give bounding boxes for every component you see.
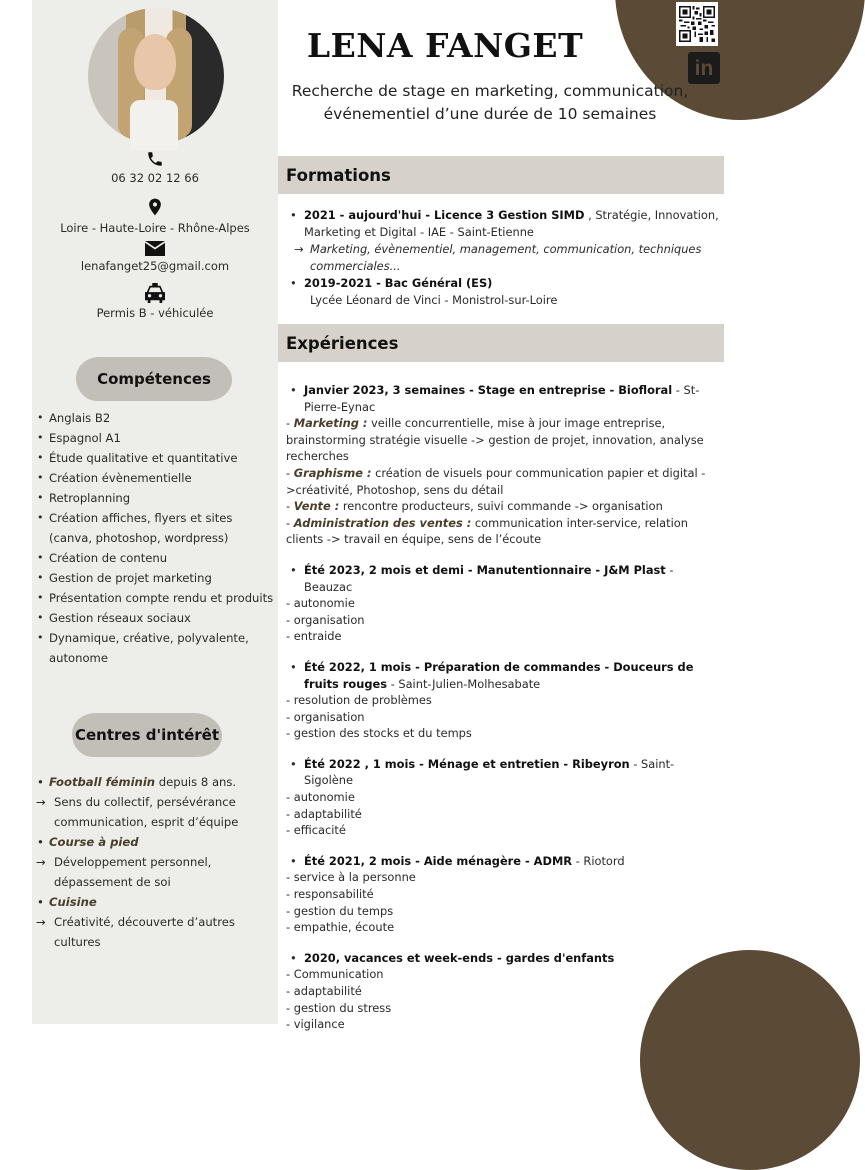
skill-item: • Création évènementielle <box>32 468 278 488</box>
skill-item: • Présentation compte rendu et produits <box>32 588 278 608</box>
job-detail: - Communication <box>286 967 384 982</box>
qr-code[interactable] <box>676 2 718 46</box>
job-detail: - organisation <box>286 612 365 627</box>
formation-item: • 2019-2021 - Bac Général (ES) <box>286 275 722 292</box>
job-detail: - autonomie <box>286 790 355 805</box>
phone-icon <box>146 150 164 168</box>
job-title: • Été 2023, 2 mois et demi - Manutentionnaire - J&M Plast - Beauzac <box>286 562 722 595</box>
skill-item: • Dynamique, créative, polyvalente, autonome <box>32 628 278 668</box>
skill-item: • Gestion réseaux sociaux <box>32 608 278 628</box>
job-entry <box>286 659 722 742</box>
contact-phone <box>32 150 278 185</box>
license-text: Permis B - véhiculée <box>96 306 214 320</box>
job-detail: - Graphisme : création de visuels pour communication papier et digital ->créativité, Photoshop, sens du détail <box>286 465 706 497</box>
job-objective: Recherche de stage en marketing, communication, événementiel d’une durée de 10 semaines <box>291 82 689 123</box>
formation-detail: Lycée Léonard de Vinci - Monistrol-sur-Loire <box>310 293 558 307</box>
job-detail: - autonomie <box>286 596 355 611</box>
job-detail: - gestion du stress <box>286 1000 392 1015</box>
interest-item: • Football féminin depuis 8 ans. <box>32 772 278 792</box>
sidebar <box>32 0 278 1024</box>
job-detail: - gestion du temps <box>286 903 394 918</box>
job-detail: - Vente : rencontre producteurs, suivi commande -> organisation <box>286 499 663 514</box>
job-title: • 2020, vacances et week-ends - gardes d'enfants <box>286 950 722 967</box>
job-detail: - vigilance <box>286 1017 345 1032</box>
job-detail: - gestion des stocks et du temps <box>286 726 472 741</box>
job-entry <box>286 853 722 936</box>
interest-item: • Course à pied <box>32 832 278 852</box>
job-detail: - Administration des ventes : communication inter-service, relation clients -> travail en équipe, sens de l’écoute <box>286 515 688 547</box>
linkedin-icon[interactable]: in <box>688 52 720 84</box>
job-detail: - adaptabilité <box>286 806 362 821</box>
formation-item: • 2021 - aujourd'hui - Licence 3 Gestion SIMD , Stratégie, Innovation, Marketing et Digital - IAE - Saint-Etienne <box>286 207 722 241</box>
formations-heading: Formations <box>278 156 724 194</box>
envelope-icon <box>145 241 165 256</box>
job-title: • Janvier 2023, 3 semaines - Stage en entreprise - Biofloral - St-Pierre-Eynac <box>286 382 722 415</box>
job-entry <box>286 756 722 839</box>
job-entry <box>286 562 722 645</box>
email-link[interactable]: lenafanget25@gmail.com <box>80 259 230 273</box>
job-detail: - entraide <box>286 629 342 644</box>
job-detail: - efficacité <box>286 823 346 838</box>
phone-number: 06 32 02 12 66 <box>111 171 199 185</box>
interest-detail: → Créativité, découverte d’autres cultures <box>32 912 278 952</box>
job-entry <box>286 382 722 548</box>
job-detail: - Marketing : veille concurrentielle, mise à jour image entreprise, brainstorming stratégie visuelle -> gestion de projet, innovation, analyse recherches <box>286 416 704 464</box>
car-icon <box>144 283 166 303</box>
formations-list <box>286 207 722 309</box>
job-detail: - resolution de problèmes <box>286 693 432 708</box>
interest-item: • Cuisine <box>32 892 278 912</box>
job-title: • Été 2022 , 1 mois - Ménage et entretien - Ribeyron - Saint-Sigolène <box>286 756 722 789</box>
interest-detail: → Développement personnel, dépassement de soi <box>32 852 278 892</box>
skill-item: • Création de contenu <box>32 548 278 568</box>
location-text: Loire - Haute-Loire - Rhône-Alpes <box>60 221 250 235</box>
location-pin-icon <box>145 196 165 218</box>
skill-item: • Étude qualitative et quantitative <box>32 448 278 468</box>
skill-item: • Anglais B2 <box>32 408 278 428</box>
job-detail: - empathie, écoute <box>286 920 395 935</box>
formation-detail: → Marketing, évènementiel, management, communication, techniques commerciales... <box>286 241 722 275</box>
experiences-list <box>286 382 722 1047</box>
job-detail: - adaptabilité <box>286 984 362 998</box>
skill-item: • Création affiches, flyers et sites (canva, photoshop, wordpress) <box>32 508 278 548</box>
skill-item: • Gestion de projet marketing <box>32 568 278 588</box>
skill-item: • Espagnol A1 <box>32 428 278 448</box>
job-detail: - responsabilité <box>286 887 374 902</box>
job-detail: - organisation <box>286 709 365 724</box>
qr-code-icon <box>679 5 715 43</box>
candidate-name: LENA FANGET <box>306 26 584 65</box>
contact-email <box>32 241 278 273</box>
profile-photo <box>88 8 224 144</box>
job-detail: - service à la personne <box>286 870 416 885</box>
experiences-heading: Expériences <box>278 324 724 362</box>
skills-heading: Compétences <box>76 357 232 401</box>
contact-location <box>32 196 278 235</box>
job-entry <box>286 950 722 1033</box>
skill-item: • Retroplanning <box>32 488 278 508</box>
interests-list <box>32 772 278 952</box>
job-title: • Été 2021, 2 mois - Aide ménagère - ADMR - Riotord <box>286 853 722 870</box>
contact-license <box>32 283 278 320</box>
interests-heading: Centres d'intérêt <box>72 713 222 757</box>
skills-list <box>32 408 278 668</box>
job-title: • Été 2022, 1 mois - Préparation de commandes - Douceurs de fruits rouges - Saint-Julien-Molhesabate <box>286 659 722 692</box>
interest-detail: → Sens du collectif, persévérance communication, esprit d’équipe <box>32 792 278 832</box>
